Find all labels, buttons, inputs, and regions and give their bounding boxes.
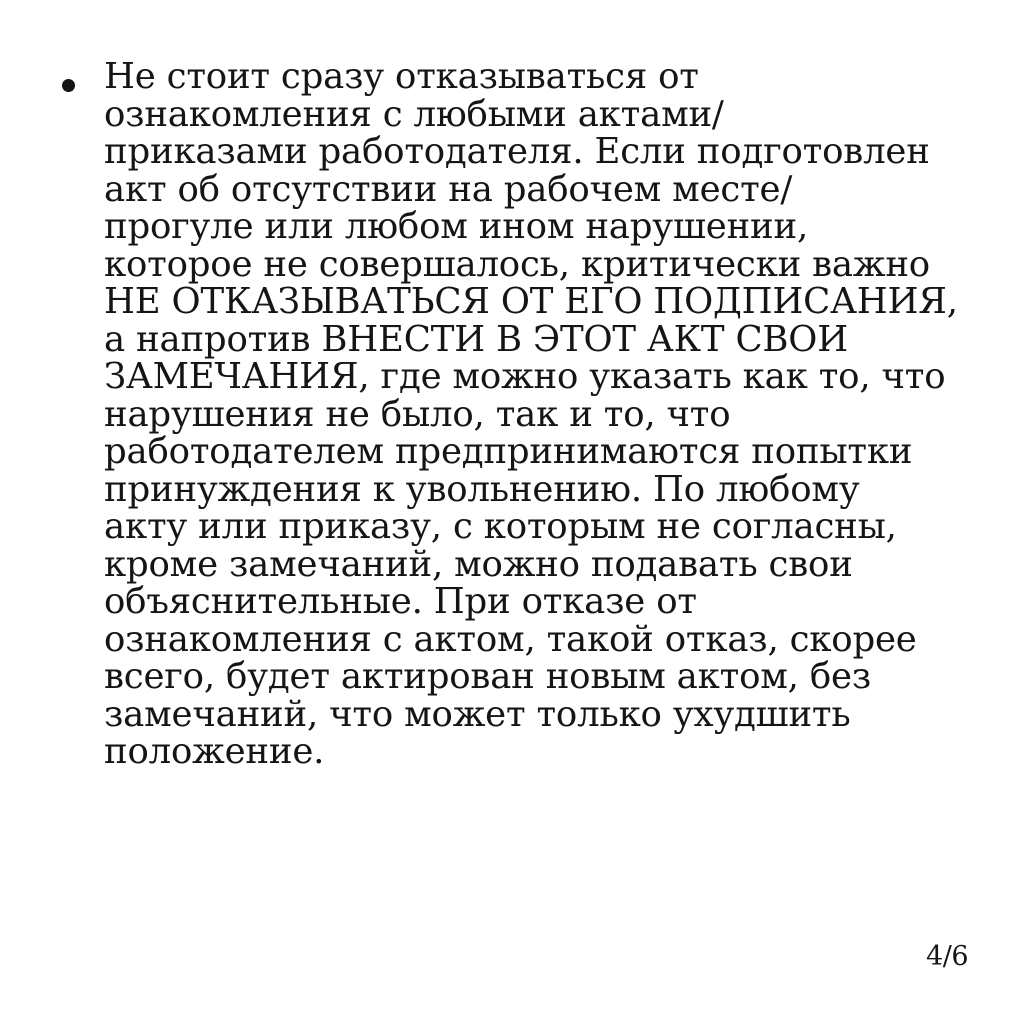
bullet-list xyxy=(58,58,968,771)
text-line: акт об отсутствии на рабочем месте/ xyxy=(104,168,793,210)
text-line: ознакомления с актом, такой отказ, скорее xyxy=(104,618,917,660)
text-line: нарушения не было, так и то, что xyxy=(104,393,731,435)
text-line: НЕ ОТКАЗЫВАТЬСЯ ОТ ЕГО ПОДПИСАНИЯ, xyxy=(104,281,958,322)
text-line: положение. xyxy=(104,731,325,772)
text-line: акту или приказу, с которым не согласны, xyxy=(104,506,897,547)
text-line: которое не совершалось, критически важно xyxy=(104,243,930,285)
text-line: принуждения к увольнению. По любому xyxy=(104,468,860,510)
text-line: замечаний, что может только ухудшить xyxy=(104,693,851,735)
text-line: всего, будет актирован новым актом, без xyxy=(104,656,871,697)
bullet-text xyxy=(104,58,968,771)
bullet-dot-icon xyxy=(62,79,75,92)
text-line: объяснительные. При отказе от xyxy=(104,581,697,622)
text-line: приказами работодателя. Если подготовлен xyxy=(104,131,930,172)
text-line: работодателем предпринимаются попытки xyxy=(104,431,913,472)
text-line: Не стоит сразу отказываться от xyxy=(104,56,699,97)
text-line: ознакомления с любыми актами/ xyxy=(104,93,724,135)
text-line: прогуле или любом ином нарушении, xyxy=(104,206,809,247)
list-item xyxy=(58,58,968,771)
page-number: 4/6 xyxy=(926,941,968,972)
text-line: ЗАМЕЧАНИЯ, где можно указать как то, что xyxy=(104,356,946,397)
text-line: кроме замечаний, можно подавать свои xyxy=(104,543,853,585)
text-line: а напротив ВНЕСТИ В ЭТОТ АКТ СВОИ xyxy=(104,318,848,360)
